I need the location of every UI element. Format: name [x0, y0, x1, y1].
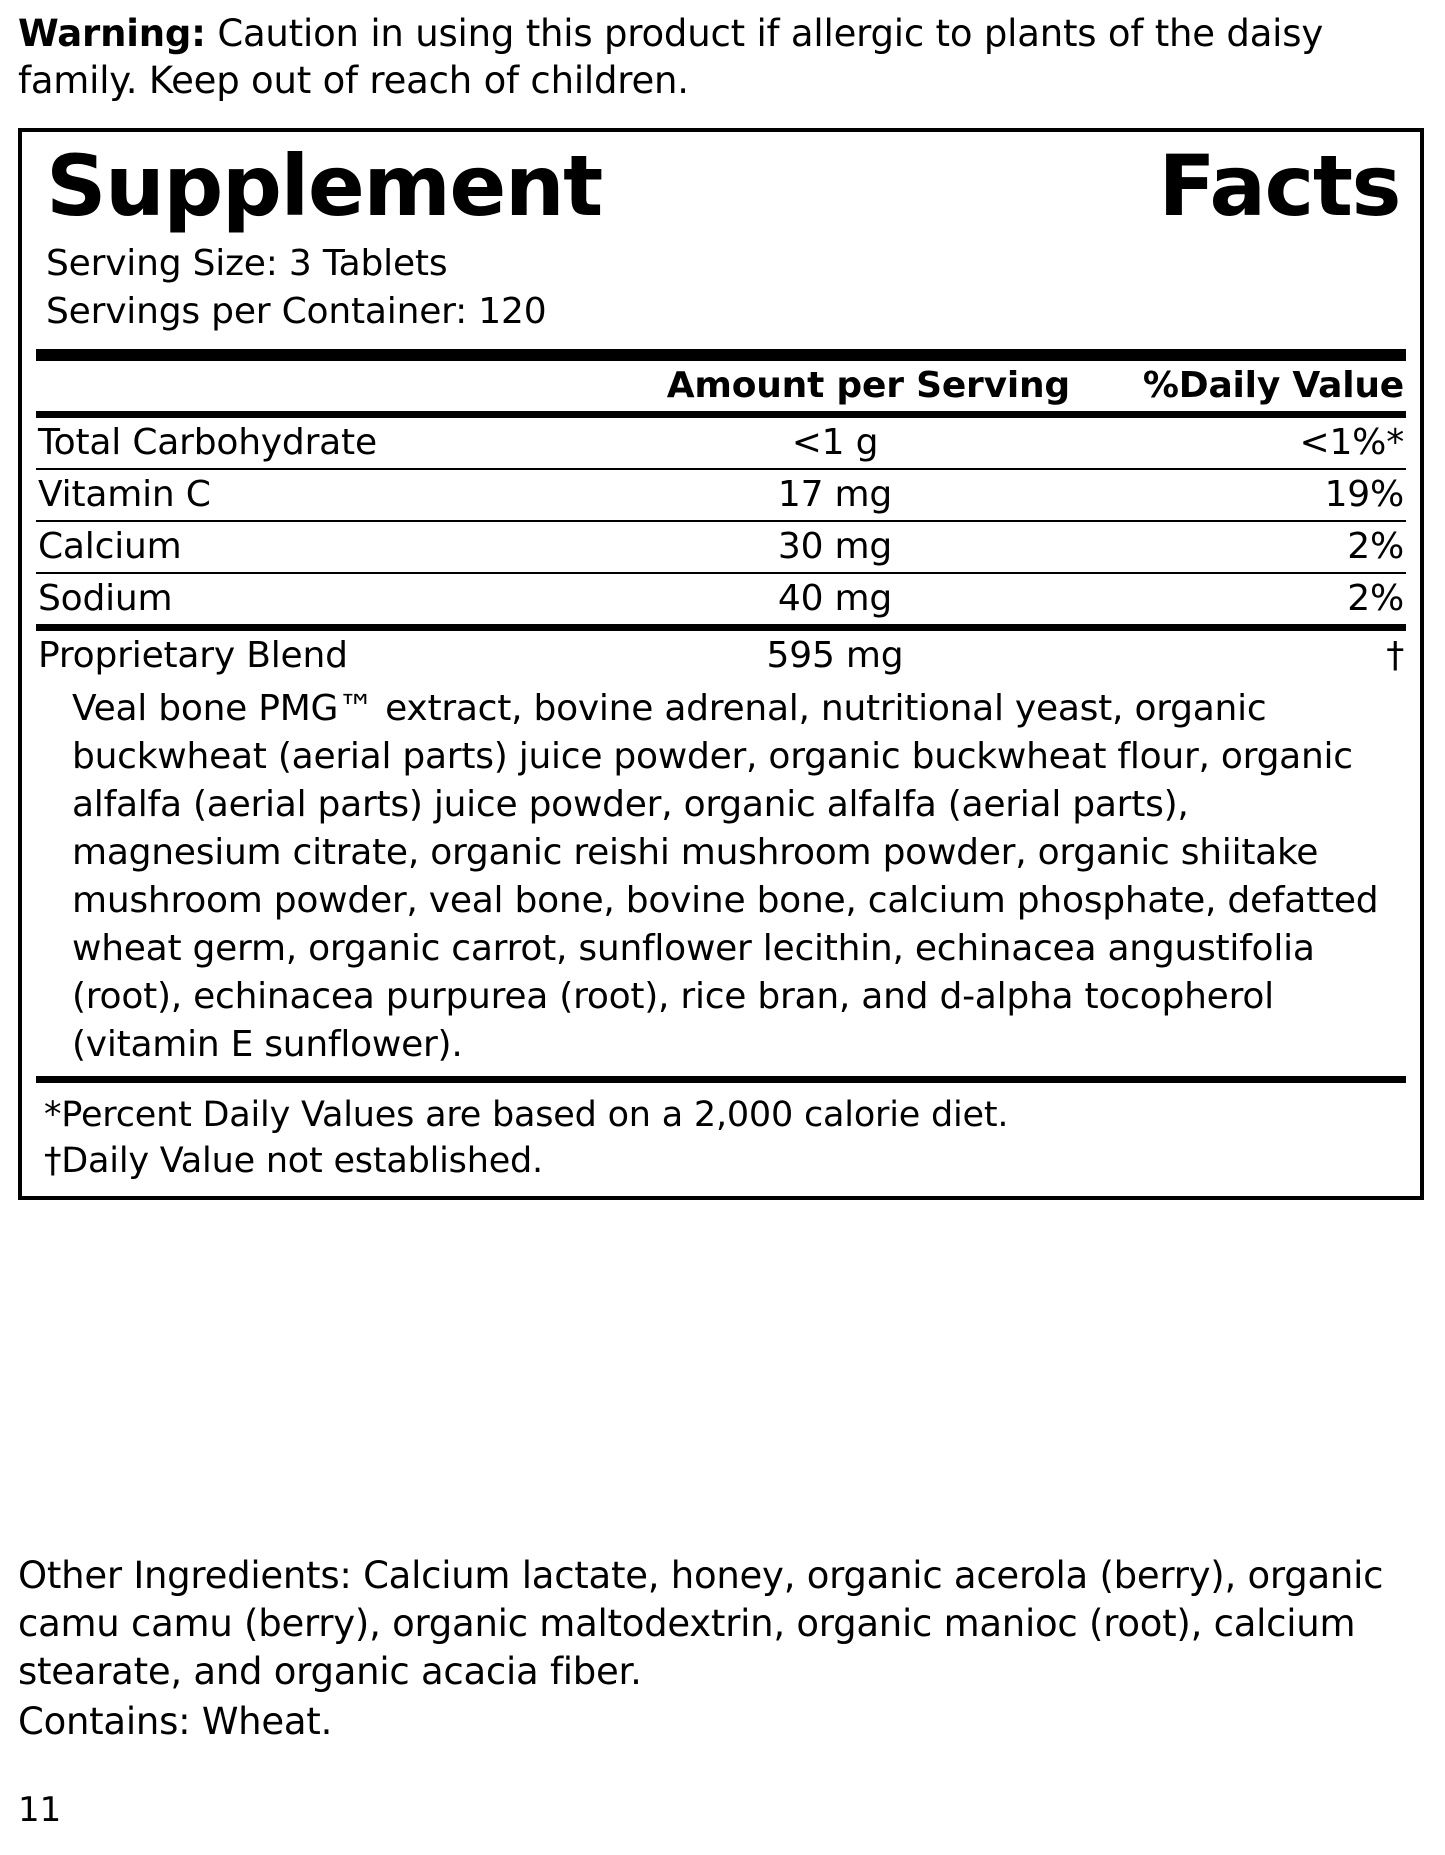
nutrient-name: Sodium: [36, 573, 598, 624]
nutrient-rows: [36, 418, 1406, 624]
other-ingredients: Other Ingredients: Calcium lactate, honey, organic acerola (berry), organic camu camu (berry), organic maltodextrin, organic manioc (root), calcium stearate, and organic acacia fiber.: [18, 1554, 1384, 1694]
warning-text: Caution in using this product if allergic to plants of the daisy family. Keep out of reach of children.: [18, 12, 1324, 103]
serving-info: [36, 240, 1406, 336]
servings-per-container: Servings per Container: 120: [46, 290, 547, 332]
contains-allergens: Contains: Wheat.: [18, 1700, 333, 1743]
nutrient-name: Vitamin C: [36, 469, 598, 521]
nutrient-dv: 2%: [1072, 521, 1406, 573]
table-row: [36, 418, 1406, 469]
nutrient-name: Total Carbohydrate: [38, 422, 377, 464]
title-word-supplement: Supplement: [46, 137, 602, 235]
blend-amount: 595 mg: [766, 635, 904, 677]
header-blank: [36, 361, 598, 411]
footnote-dv-not-established: †Daily Value not established.: [44, 1140, 543, 1181]
title-word-facts: Facts: [1158, 137, 1400, 235]
blend-dv: †: [1386, 635, 1404, 677]
header-amount-per-serving: Amount per Serving: [666, 365, 1070, 407]
nutrient-amount: 40 mg: [598, 573, 1072, 624]
table-row: [36, 469, 1406, 521]
nutrient-amount: 17 mg: [598, 469, 1072, 521]
blend-name: Proprietary Blend: [38, 635, 348, 677]
table-row: [36, 573, 1406, 624]
nutrient-amount: 30 mg: [598, 521, 1072, 573]
rule-above-blend: [36, 624, 1406, 631]
table-row: [36, 521, 1406, 573]
header-daily-value: %Daily Value: [1142, 365, 1404, 407]
footnote-daily-values: *Percent Daily Values are based on a 2,000 calorie diet.: [44, 1095, 1009, 1136]
supplement-facts-panel: [18, 128, 1424, 1200]
nutrient-dv: 19%: [1072, 469, 1406, 521]
nutrient-dv: <1%*: [1299, 422, 1404, 464]
nutrient-name: Calcium: [36, 521, 598, 573]
table-header-row: [36, 361, 1406, 411]
warning-paragraph: [18, 10, 1408, 105]
warning-label: Warning:: [18, 12, 206, 55]
rule-top-thick: [36, 349, 1406, 361]
nutrient-dv: 2%: [1072, 573, 1406, 624]
nutrition-table: [36, 361, 1406, 411]
blend-ingredients-text: Veal bone PMG™ extract, bovine adrenal, nutritional yeast, organic buckwheat (aerial parts) juice powder, organic buckwheat flour, organic alfalfa (aerial parts) juice powder, organic alfalfa (aerial parts), magnesium citrate, organic reishi mushroom powder, organic shiitake mushroom powder, veal bone, bovine bone, calcium phosphate, defatted wheat germ, organic carrot, sunflower lecithin, echinacea angustifolia (root), echinacea purpurea (root), rice bran, and d-alpha tocopherol (vitamin E sunflower).: [72, 688, 1379, 1065]
footnotes: [36, 1083, 1406, 1186]
serving-size: Serving Size: 3 Tablets: [46, 242, 448, 284]
page-number: 11: [18, 1790, 62, 1830]
supplement-facts-title: [36, 137, 1406, 235]
rule-below-blend: [36, 1076, 1406, 1083]
rule-under-header: [36, 411, 1406, 418]
nutrient-amount: <1 g: [791, 422, 879, 464]
proprietary-blend-row: [36, 631, 1406, 681]
table-row: [36, 631, 1406, 681]
